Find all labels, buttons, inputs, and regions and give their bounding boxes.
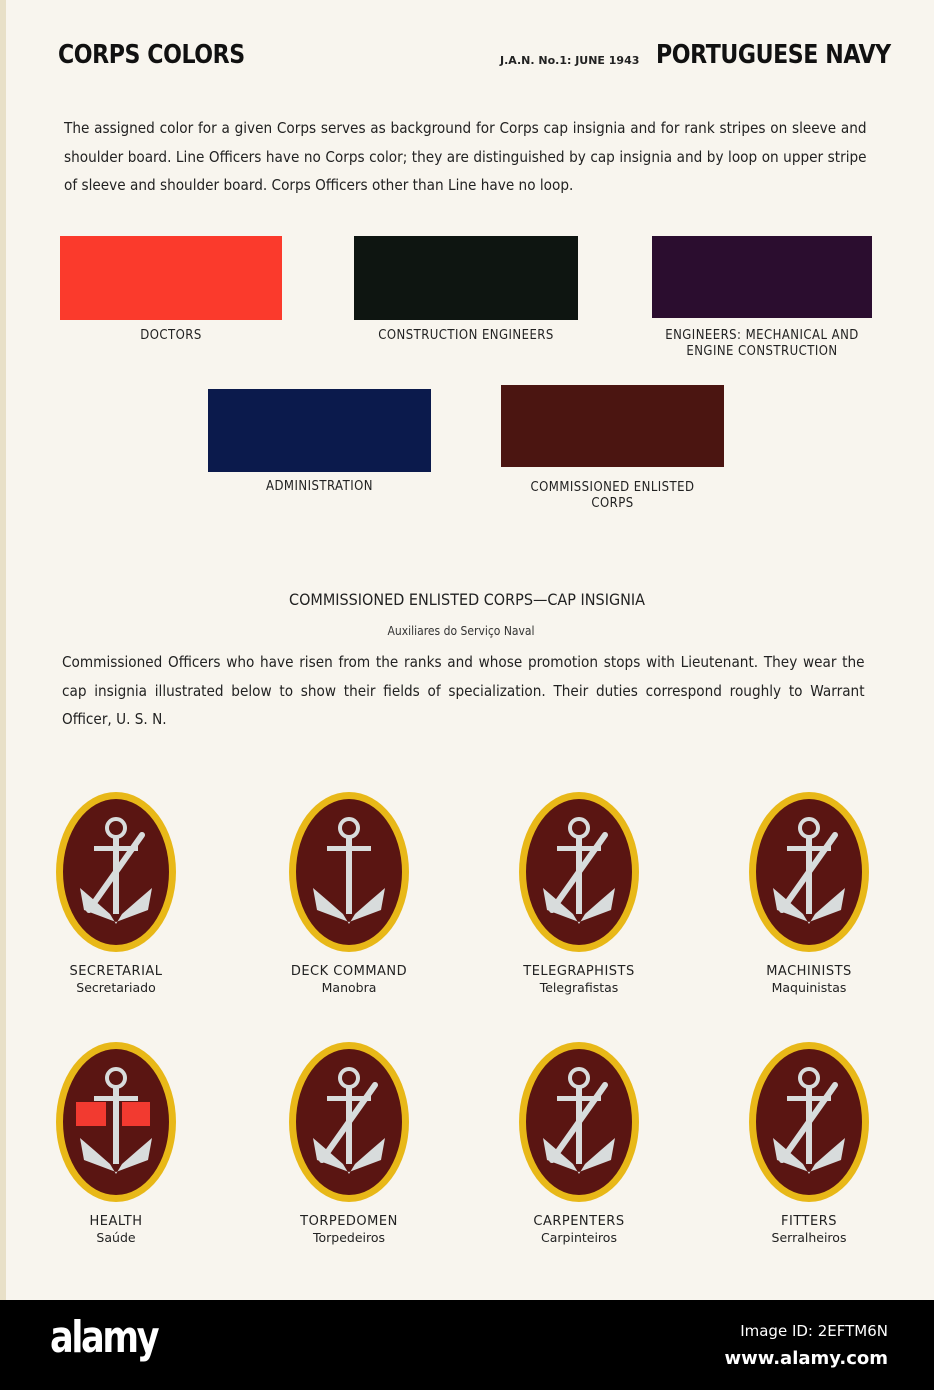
color-swatch [60,236,282,320]
insignia-name-portuguese: Manobra [321,980,377,995]
insignia-name: FITTERS [781,1214,837,1229]
anchor-axes-icon [517,1040,641,1204]
image-id: Image ID: 2EFTM6N [740,1322,888,1340]
color-swatch [501,385,724,467]
insignia-name: DECK COMMAND [290,964,408,979]
insignia-name-portuguese: Saúde [96,1230,136,1245]
anchor-propeller-icon [747,790,871,954]
insignia-name-portuguese: Torpedeiros [312,1230,386,1245]
insignia-name-portuguese: Telegrafistas [539,980,619,995]
intro-paragraph: The assigned color for a given Corps serves as background for Corps cap insignia and for rank stripes on sleeve and shoulder board. Line Officers have no Corps color; they are distinguished by cap insignia and by loop on upper stripe of sleeve and shoulder board. Corps Officers other than Line have no loop. [64,119,867,194]
alamy-logo: alamy [50,1312,158,1363]
insignia-name: TORPEDOMEN [300,1214,398,1229]
insignia-name: HEALTH [89,1214,143,1229]
color-swatch [354,236,578,320]
insignia-item [51,1040,181,1246]
section-title: COMMISSIONED ENLISTED CORPS—CAP INSIGNIA [289,590,645,609]
insignia-name: TELEGRAPHISTS [523,964,635,979]
section-subtitle: Auxiliares do Serviço Naval [387,624,535,638]
insignia-name-portuguese: Carpinteiros [541,1230,617,1245]
color-swatch [652,236,872,318]
section-paragraph: Commissioned Officers who have risen from the ranks and whose promotion stops with Lieutenant. They wear the cap insignia illustrated below to show their fields of specialization. Their duties correspond roughly to Warrant Officer, U. S. N. [62,653,865,728]
insignia-name-portuguese: Serralheiros [771,1230,847,1245]
anchor-quill-icon [54,790,178,954]
insignia-name-portuguese: Secretariado [76,980,156,995]
insignia-name: MACHINISTS [766,964,852,979]
watermark-footer [0,1300,934,1390]
insignia-item [514,790,644,996]
insignia-name-portuguese: Maquinistas [771,980,847,995]
anchor-hammers-icon [747,1040,871,1204]
page-title: CORPS COLORS [58,40,245,70]
anchor-icon [287,790,411,954]
source-url: www.alamy.com [724,1348,888,1369]
insignia-item [51,790,181,996]
insignia-item [514,1040,644,1246]
anchor-red-cross-icon [54,1040,178,1204]
anchor-lightning-icon [517,790,641,954]
color-swatch [208,389,431,472]
insignia-item [744,1040,874,1246]
insignia-item [744,790,874,996]
swatch-label: COMMISSIONED ENLISTED CORPS [530,480,695,511]
insignia-name: SECRETARIAL [69,964,163,979]
insignia-item [284,790,414,996]
swatch-label: ADMINISTRATION [266,479,373,494]
swatch-label: CONSTRUCTION ENGINEERS [378,328,554,343]
swatch-label: ENGINEERS: MECHANICAL AND ENGINE CONSTRUCTION [665,328,859,359]
country-title: PORTUGUESE NAVY [656,40,891,70]
insignia-name: CARPENTERS [533,1214,625,1229]
publication-ref: J.A.N. No.1: JUNE 1943 [500,54,640,67]
insignia-item [284,1040,414,1246]
swatch-label: DOCTORS [140,328,202,343]
anchor-torpedo-icon [287,1040,411,1204]
